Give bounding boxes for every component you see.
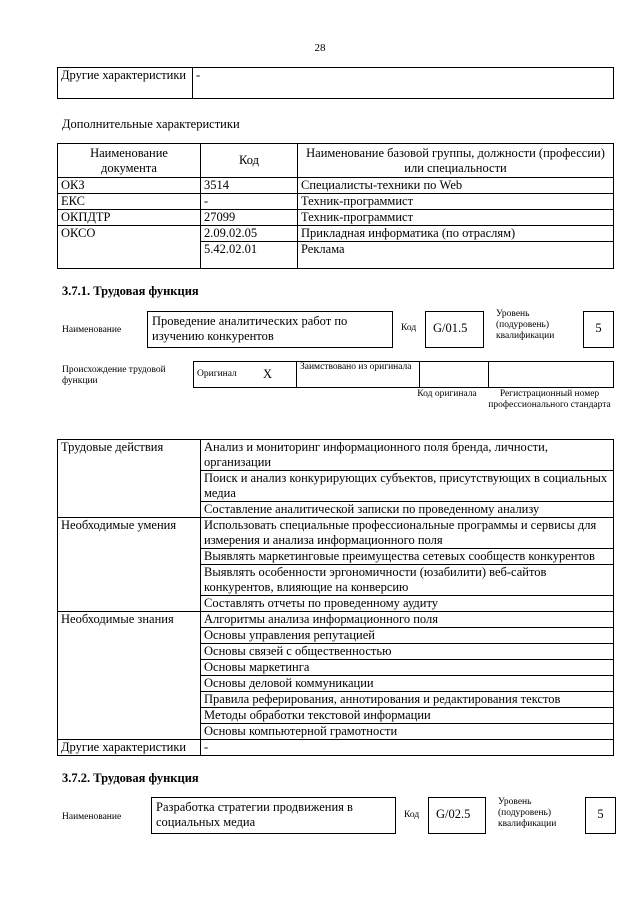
- row-name: Реклама: [298, 242, 614, 269]
- additional-characteristics-title: Дополнительные характеристики: [62, 117, 240, 131]
- function-1-level-value: 5: [583, 311, 614, 348]
- table-row: [58, 226, 614, 242]
- section-label: Необходимые умения: [58, 518, 201, 612]
- section-label: Трудовые действия: [58, 440, 201, 518]
- section-item: Использовать специальные профессиональные программы и сервисы для измерения и анализа информационного поля: [201, 518, 614, 549]
- row-document: ОКПДТР: [58, 210, 201, 226]
- row-document: ОКЗ: [58, 178, 201, 194]
- table-row: [58, 178, 614, 194]
- function-1-code-value: G/01.5: [425, 311, 484, 348]
- other-characteristics-value: -: [193, 68, 614, 99]
- function-2-level-label: Уровень (подуровень) квалификации: [498, 797, 557, 829]
- row-name: Техник-программист: [298, 194, 614, 210]
- row-code: 2.09.02.05: [201, 226, 298, 242]
- section-item: Поиск и анализ конкурирующих субъектов, присутствующих в социальных медиа: [201, 471, 614, 502]
- code-original-label: Код оригинала: [417, 389, 477, 399]
- table-row: [58, 210, 614, 226]
- row-code: 5.42.02.01: [201, 242, 298, 269]
- page-number: 28: [314, 42, 326, 54]
- function-2-name-label: Наименование: [62, 812, 122, 822]
- row-code: 27099: [201, 210, 298, 226]
- function-2-code-label: Код: [404, 810, 420, 820]
- function-1-heading: 3.7.1. Трудовая функция: [62, 284, 199, 298]
- function-2-heading: 3.7.2. Трудовая функция: [62, 771, 199, 785]
- section-item: -: [201, 740, 614, 756]
- section-item: Правила реферирования, аннотирования и редактирования текстов: [201, 692, 614, 708]
- section-item: Основы деловой коммуникации: [201, 676, 614, 692]
- section-item: Основы связей с общественностью: [201, 644, 614, 660]
- reg-number-label: Регистрационный номер профессионального стандарта: [488, 389, 611, 410]
- table-row: [58, 740, 614, 756]
- table-row: [58, 518, 614, 549]
- original-label: Оригинал: [194, 362, 261, 388]
- function-2-code-value: G/02.5: [428, 797, 486, 834]
- origin-table: [193, 361, 614, 388]
- row-name: Прикладная информатика (по отраслям): [298, 226, 614, 242]
- function-1-name-value: Проведение аналитических работ по изучению конкурентов: [147, 311, 393, 348]
- additional-characteristics-table: [57, 143, 614, 269]
- section-item: Основы управления репутацией: [201, 628, 614, 644]
- other-characteristics-table: [57, 67, 614, 99]
- borrowed-label: Заимствовано из оригинала: [297, 362, 420, 388]
- section-label: Необходимые знания: [58, 612, 201, 740]
- section-item: Составление аналитической записки по проведенному анализу: [201, 502, 614, 518]
- table-row: [58, 194, 614, 210]
- code-original-cell: [420, 362, 489, 388]
- function-2-name-value: Разработка стратегии продвижения в социальных медиа: [151, 797, 396, 834]
- reg-number-cell: [489, 362, 614, 388]
- header-code: Код: [201, 144, 298, 178]
- function-1-name-label: Наименование: [62, 325, 122, 335]
- row-document: ЕКС: [58, 194, 201, 210]
- function-1-level-label: Уровень (подуровень) квалификации: [496, 309, 555, 341]
- function-1-code-label: Код: [401, 323, 417, 333]
- section-item: Составлять отчеты по проведенному аудиту: [201, 596, 614, 612]
- row-document: ОКСО: [58, 226, 201, 269]
- other-characteristics-label: Другие характеристики: [58, 68, 193, 99]
- row-name: Техник-программист: [298, 210, 614, 226]
- original-mark: X: [260, 362, 297, 388]
- section-item: Выявлять особенности эргономичности (юзабилити) веб-сайтов конкурентов, влияющие на конверсию: [201, 565, 614, 596]
- row-name: Специалисты-техники по Web: [298, 178, 614, 194]
- function-1-origin-label: Происхождение трудовой функции: [62, 365, 166, 386]
- labor-function-table: [57, 439, 614, 756]
- header-document: Наименование документа: [58, 144, 201, 178]
- section-item: Основы маркетинга: [201, 660, 614, 676]
- header-group-name: Наименование базовой группы, должности (профессии) или специальности: [298, 144, 614, 178]
- section-item: Алгоритмы анализа информационного поля: [201, 612, 614, 628]
- table-row: [58, 440, 614, 471]
- section-item: Выявлять маркетинговые преимущества сетевых сообществ конкурентов: [201, 549, 614, 565]
- section-label: Другие характеристики: [58, 740, 201, 756]
- table-row: [58, 612, 614, 628]
- row-code: 3514: [201, 178, 298, 194]
- function-2-level-value: 5: [585, 797, 616, 834]
- section-item: Основы компьютерной грамотности: [201, 724, 614, 740]
- section-item: Анализ и мониторинг информационного поля бренда, личности, организации: [201, 440, 614, 471]
- section-item: Методы обработки текстовой информации: [201, 708, 614, 724]
- row-code: -: [201, 194, 298, 210]
